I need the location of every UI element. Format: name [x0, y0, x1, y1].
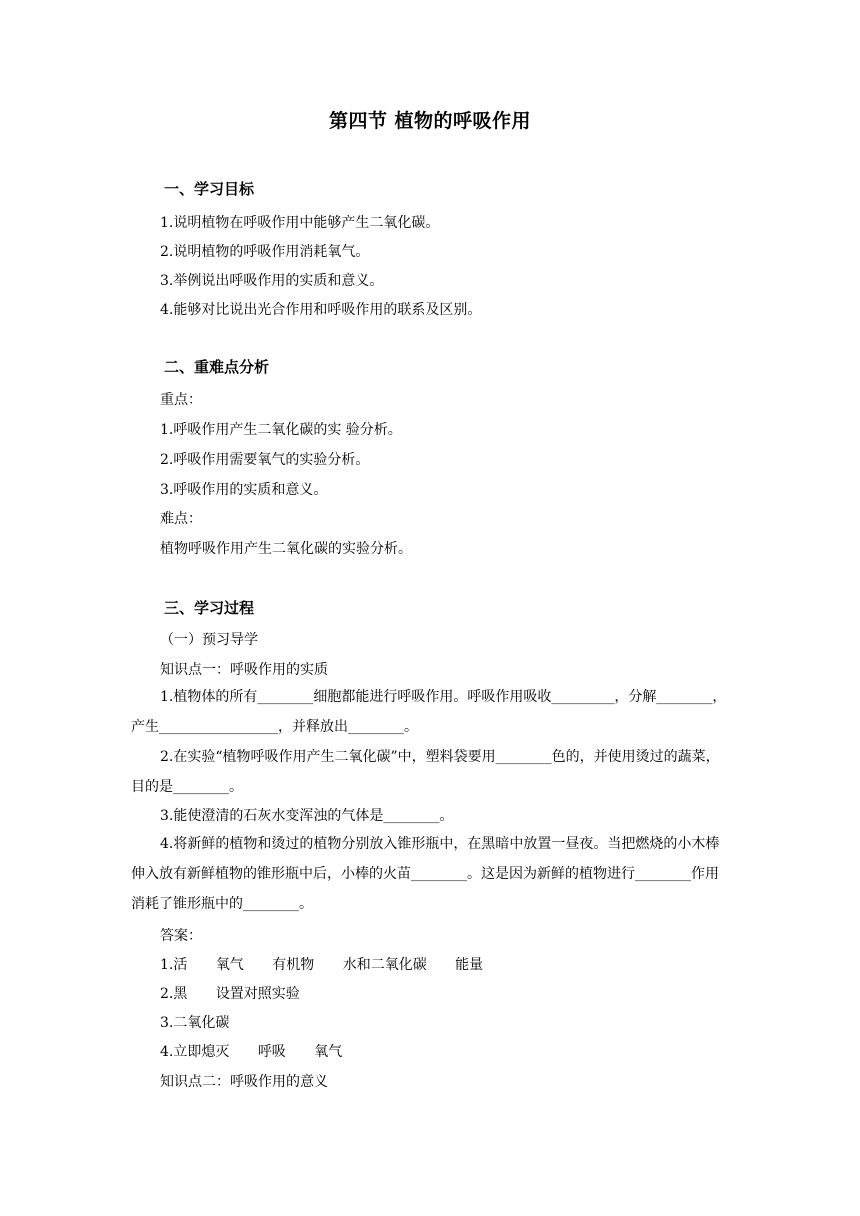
answer-4-part: 4.立即熄灭 — [160, 1044, 230, 1060]
section-heading-key-points: 二、重难点分析 — [164, 358, 270, 376]
key-item-3: 3.呼吸作用的实质和意义。 — [160, 482, 328, 498]
answer-1-part: 有机物 — [272, 957, 315, 973]
answer-4-part: 呼吸 — [257, 1044, 286, 1060]
goal-item-1: 1.说明植物在呼吸作用中能够产生二氧化碳。 — [160, 215, 440, 231]
answer-1-part: 能量 — [455, 957, 484, 973]
key-label: 重点： — [160, 392, 202, 408]
answer-1-part: 氧气 — [215, 957, 244, 973]
answer-3-part: 3.二氧化碳 — [160, 1015, 230, 1031]
answer-1 — [160, 954, 483, 974]
question-3: 3.能使澄清的石灰水变浑浊的气体是________。 — [160, 808, 454, 824]
goal-item-3: 3.举例说出呼吸作用的实质和意义。 — [160, 273, 384, 289]
difficult-text: 植物呼吸作用产生二氧化碳的实验分析。 — [160, 541, 412, 557]
question-1: 1.植物体的所有________细胞都能进行呼吸作用。呼吸作用吸收_________，分解________，产生_________________，并释放出________。 — [131, 689, 727, 735]
page-title: 第四节 植物的呼吸作用 — [328, 110, 532, 132]
goal-item-4: 4.能够对比说出光合作用和呼吸作用的联系及区别。 — [160, 302, 482, 318]
answer-4 — [160, 1041, 342, 1061]
answer-label: 答案： — [160, 928, 202, 944]
key-item-2: 2.呼吸作用需要氧气的实验分析。 — [160, 452, 370, 468]
difficult-label: 难点： — [160, 511, 202, 527]
key-item-1: 1.呼吸作用产生二氧化碳的实 验分析。 — [160, 422, 402, 438]
answer-2 — [160, 983, 300, 1003]
answer-2-part: 设置对照实验 — [215, 986, 300, 1002]
goal-item-2: 2.说明植物的呼吸作用消耗氧气。 — [160, 244, 370, 260]
subheading-preview: （一）预习导学 — [160, 632, 258, 648]
answer-3 — [160, 1012, 229, 1032]
knowledge-point-2: 知识点二：呼吸作用的意义 — [160, 1074, 328, 1090]
answer-2-part: 2.黑 — [160, 986, 188, 1002]
question-2: 2.在实验“植物呼吸作用产生二氧化碳”中，塑料袋要用________色的，并使用烫过的蔬菜，目的是________。 — [131, 749, 720, 795]
answer-4-part: 氧气 — [314, 1044, 343, 1060]
section-heading-goals: 一、学习目标 — [164, 180, 255, 198]
section-heading-process: 三、学习过程 — [164, 599, 255, 617]
answer-1-part: 1.活 — [160, 957, 188, 973]
knowledge-point-1: 知识点一：呼吸作用的实质 — [160, 662, 328, 678]
question-4: 4.将新鲜的植物和烫过的植物分别放入锥形瓶中，在黑暗中放置一昼夜。当把燃烧的小木棒伸入放有新鲜植物的锥形瓶中后，小棒的火苗________。这是因为新鲜的植物进行________作用消耗了锥形瓶中的________。 — [131, 836, 720, 912]
answer-1-part: 水和二氧化碳 — [342, 957, 427, 973]
